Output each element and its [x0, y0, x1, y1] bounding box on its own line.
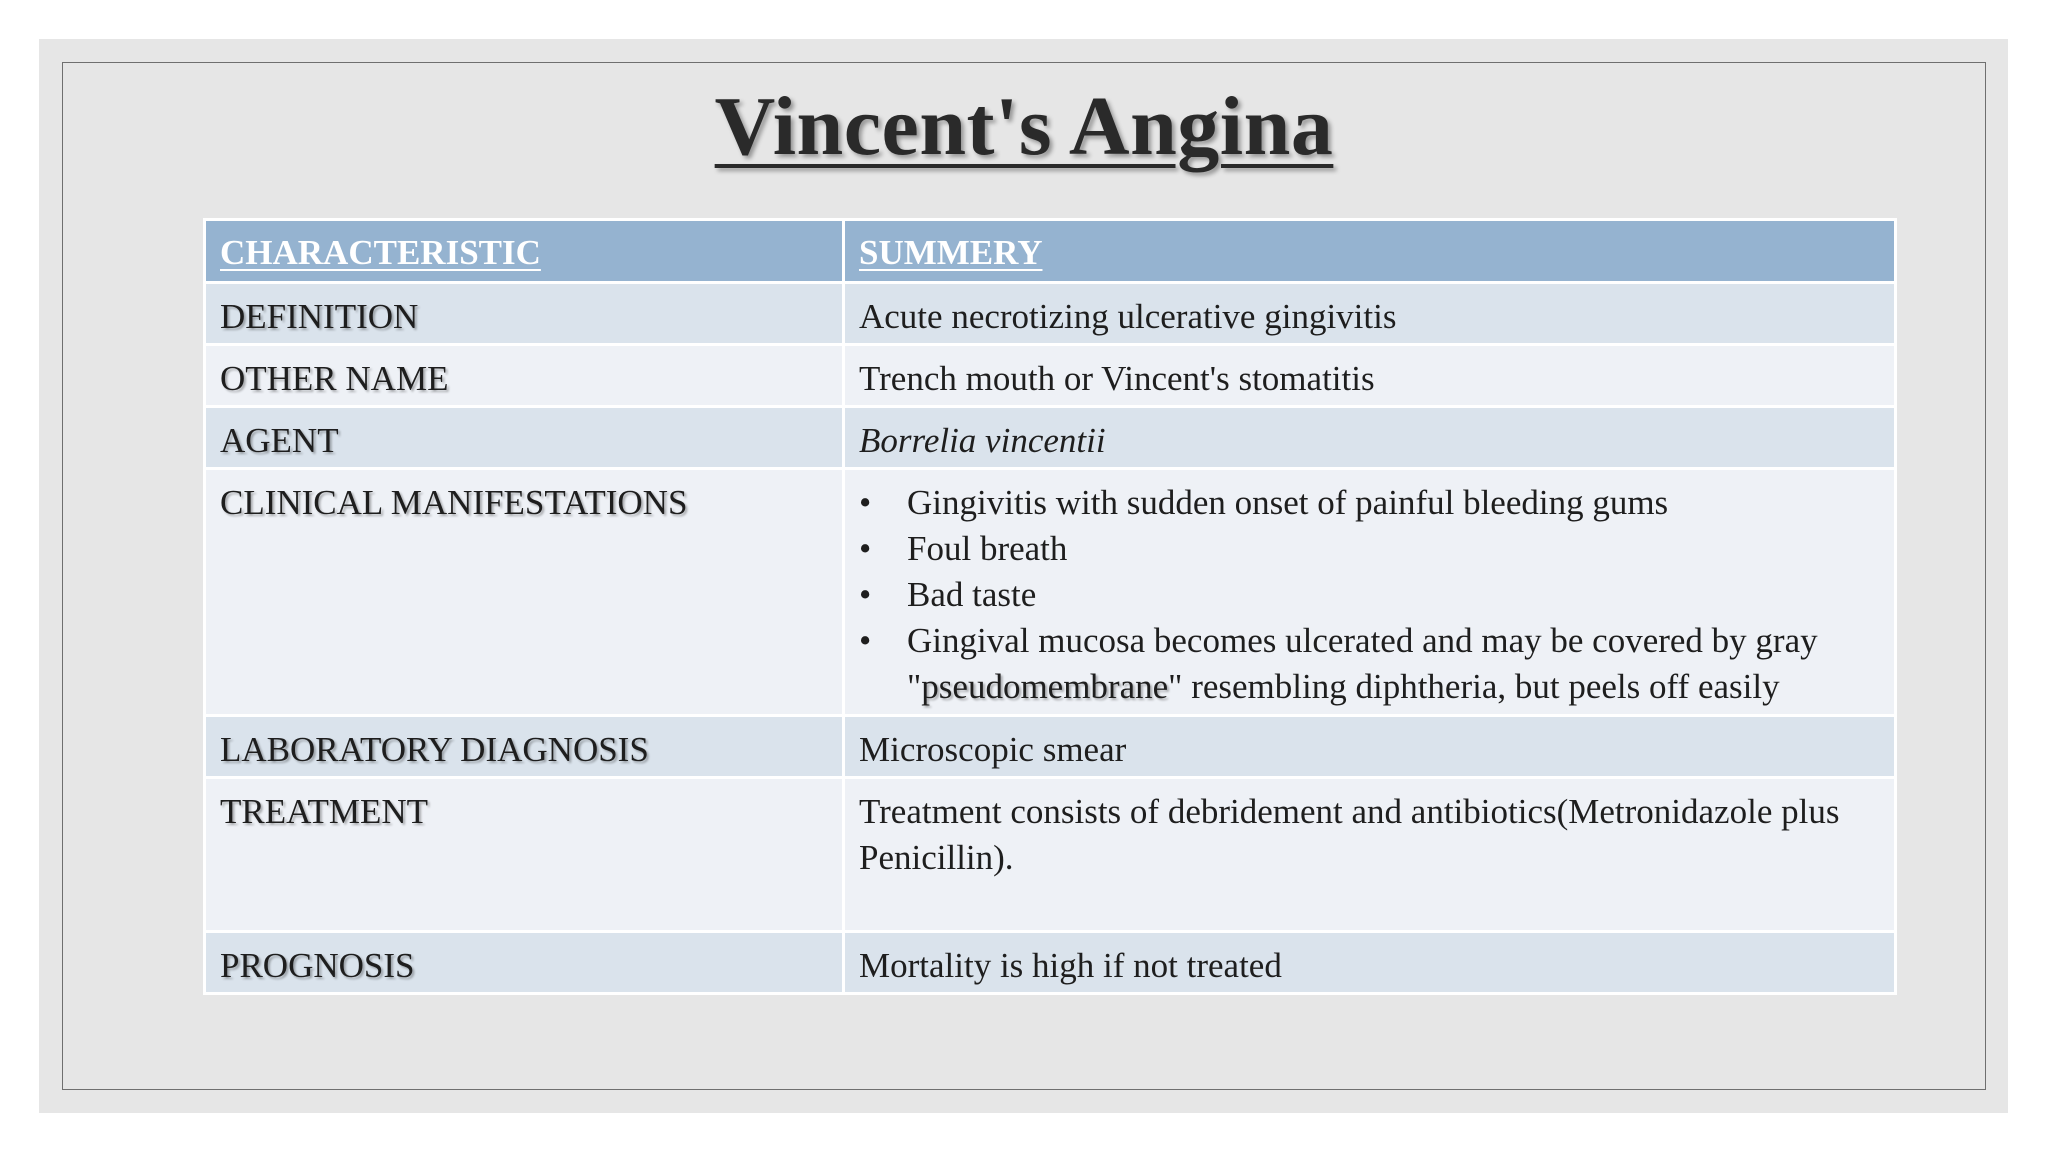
- summary-cell: Mortality is high if not treated: [844, 932, 1896, 994]
- characteristic-cell: DEFINITION: [205, 283, 844, 345]
- characteristic-cell: PROGNOSIS: [205, 932, 844, 994]
- table-row-other-name: [205, 345, 1896, 407]
- bullet-icon: •: [859, 621, 872, 660]
- summary-cell: Treatment consists of debridement and antibiotics(Metronidazole plus Penicillin).: [844, 778, 1896, 932]
- characteristic-cell: LABORATORY DIAGNOSIS: [205, 716, 844, 778]
- bullet-icon: •: [859, 529, 872, 568]
- manifestations-list: [859, 480, 1880, 710]
- table-row-clinical-manifestations: [205, 469, 1896, 716]
- table-row-definition: [205, 283, 1896, 345]
- characteristic-cell: CLINICAL MANIFESTATIONS: [205, 469, 844, 716]
- summary-cell: Trench mouth or Vincent's stomatitis: [844, 345, 1896, 407]
- table-row-laboratory-diagnosis: [205, 716, 1896, 778]
- table-row-prognosis: [205, 932, 1896, 994]
- list-item: • Gingival mucosa becomes ulcerated and may be covered by gray "pseudomembrane" resembling diphtheria, but peels off easily: [859, 618, 1880, 710]
- table-header-row: [205, 220, 1896, 283]
- slide-title: Vincent's Angina: [714, 80, 1334, 173]
- table-row-agent: [205, 407, 1896, 469]
- list-item: • Foul breath: [859, 526, 1880, 572]
- bullet-icon: •: [859, 483, 872, 522]
- bullet-icon: •: [859, 575, 872, 614]
- list-item: • Bad taste: [859, 572, 1880, 618]
- characteristic-cell: OTHER NAME: [205, 345, 844, 407]
- header-characteristic: CHARACTERISTIC: [205, 220, 844, 283]
- characteristic-cell: AGENT: [205, 407, 844, 469]
- summary-cell: Microscopic smear: [844, 716, 1896, 778]
- table-row-treatment: [205, 778, 1896, 932]
- summary-cell: Acute necrotizing ulcerative gingivitis: [844, 283, 1896, 345]
- characteristic-cell: TREATMENT: [205, 778, 844, 932]
- list-item: • Gingivitis with sudden onset of painful bleeding gums: [859, 480, 1880, 526]
- summary-cell: Borrelia vincentii: [844, 407, 1896, 469]
- summary-cell: [844, 469, 1896, 716]
- header-summery: SUMMERY: [844, 220, 1896, 283]
- summary-table: [203, 218, 1897, 995]
- emphasized-term: pseudomembrane: [921, 667, 1169, 706]
